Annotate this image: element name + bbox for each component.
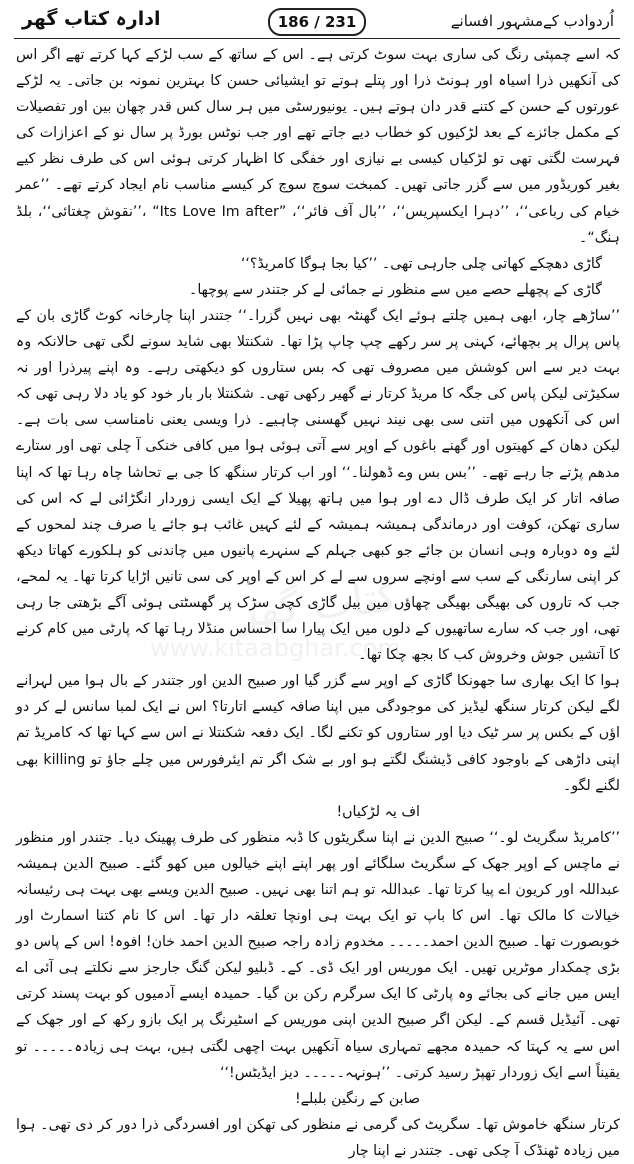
paragraph: اف یہ لڑکیاں! xyxy=(336,803,420,820)
publisher-name: ادارہ کتاب گھر xyxy=(22,8,161,30)
book-title: اُردوادب کےمشہور افسانے xyxy=(450,12,614,30)
paragraph: ’’کامریڈ سگریٹ لو۔‘‘ صبیح الدین نے اپنا سگریٹوں کا ڈبہ منظور کی طرف پھینک دیا۔ جتندر اور منظور نے ماچس کے اوپر جھک کے سگریٹ سلگائے اور پھر اپنے اپنے خیالوں میں کھو گئے۔ صبیح الدین ہمیشہ عبداللہ اور کریون اے پیا کرتا تھا۔ عبداللہ تو ہم اتنا بھی نہیں۔ صبیح الدین ویسے بھی بہت ہی رئیسانہ خیالات کا مالک تھا۔ اس کا باپ تو ایک بہت ہی اونچا تعلقہ دار تھا۔ اس کا نام کتنا اسمارٹ اور خوبصورت تھا۔ صبیح الدین احمد۔۔۔۔۔ مخدوم زادہ راجہ صبیح الدین احمد خان! افوہ! اس کے پاس دو بڑی چمکدار موٹریں تھیں۔ ایک موریس اور ایک ڈی۔ کے۔ ڈبلیو لیکن گنگ جارجز سے نکلتے ہی آئی اے ایس میں جانے کی بجائے وہ پارٹی کا ایک سرگرم رکن بن گیا۔ حمیدہ ایسے آدمیوں کو بہت پسند کرتی تھی۔ آئیڈیل قسم کے۔ لیکن اگر صبیح الدین اپنی موریس کے اسٹیرنگ پر ایک بازو رکھ کے اور جھک کے اس سے یہ کہتا کہ حمیدہ مجھے تمہاری سیاہ آنکھیں بہت اچھی لگتی ہیں، بہت ہی زیادہ۔۔۔۔۔ تو یقیناً اسے ایک زوردار تھپڑ رسید کرتی۔ ’’ہونہہ۔۔۔۔۔ دیز ایڈیٹس!‘‘ xyxy=(16,829,620,1081)
paragraph: گاڑی دھچکے کھاتی چلی جارہی تھی۔ ’’کیا بجا ہوگا کامریڈ؟‘‘ xyxy=(240,255,602,272)
page-header xyxy=(14,6,620,39)
paragraph: ہوا کا ایک بھاری سا جھونکا گاڑی کے اوپر سے گزر گیا اور صبیح الدین اور جتندر کے بال ہوا میں لہرانے لگے لیکن کرتار سنگھ لیڈیز کی موجودگی میں اپنا صافہ کیسے اتارتا؟ اس نے ایک لمبا سانس لے کر دو اؤں کے بکس پر سر ٹیک دیا اور ستاروں کو تکنے لگا۔ ایک دفعہ شکنتلا نے اس سے کہا تھا کہ کامریڈ تم اپنی داڑھی کے باوجود کافی ڈیشنگ لگتے ہو اور بے شک اگر تم ایئرفورس میں چلے جاؤ تو killing بھی لگنے لگو۔ xyxy=(16,673,620,794)
paragraph: ’’ساڑھے چار، ابھی ہمیں چلتے ہوئے ایک گھنٹہ بھی نہیں گزرا۔‘‘ جتندر اپنا چارخانہ کوٹ گاڑی بان کے پاس پرال پر بچھائے، کہنی پر سر رکھے چپ چاپ پڑا تھا۔ شکنتلا بھی شاید سونے لگی تھی حالانکہ وہ بہت دیر سے اس کوشش میں مصروف تھی کہ بس ستاروں کو دیکھتی رہے۔ وہ اپنے پیرذرا اور نہ سکیڑتی لیکن پاس کی جگہ کا مریڈ کرتار نے گھیر رکھی تھی۔ شکنتلا بار بار خود کو یاد دلا رہی تھی کہ اس کی آنکھوں میں اتنی سی بھی نیند نہیں گھسنی چاہیے۔ ذرا ویسی یعنی نامناسب سی بات ہے۔ لیکن دھان کے کھیتوں اور گھنے باغوں کے اوپر سے آتی ہوئی ہوا میں کافی خنکی آ چلی تھی اور ستارے مدھم پڑتے جا رہے تھے۔ ’’بس بس وے ڈھولنا۔‘‘ اور اب کرتار سنگھ کا جی بے تحاشا چاہ رہا تھا کہ اپنا صافہ اتار کر ایک طرف ڈال دے اور ہوا میں ہاتھ پھیلا کے ایک ایسی زوردار انگڑائی لے کہ اس کی ساری تھکن، کوفت اور درماندگی ہمیشہ ہمیشہ کے لئے کہیں غائب ہو جائے یا صرف چند لمحوں کے لئے وہ دوبارہ وہی انسان بن جائے جو کبھی جہلم کے سنہرے پانیوں میں چاندنی کو ہلکورے کھاتا دیکھ کر اپنی سارنگی کے سب سے اونچے سروں سے لے کر اس کے اوپر کی سی تانیں اڑایا کرتا تھا۔ یہ لمحے، جب کہ تاروں کی بھیگی بھیگی چھاؤں میں بیل گاڑی کچی سڑک پر گھسٹتی ہوئی آگے بڑھتی جا رہی تھی، اور جب کہ سارے ساتھیوں کے دلوں میں ایک پیارا سا احساس منڈلا رہا تھا کہ پارٹی میں کام کرنے کا آتشیں جوش وخروش کب کا بجھ چکا تھا۔ xyxy=(16,307,620,664)
page-number-badge: 186 / 231 xyxy=(268,8,366,36)
paragraph: کہ اسے چمپئی رنگ کی ساری بہت سوٹ کرتی ہے۔ اس کے ساتھ کے سب لڑکے کہا کرتے تھے اگر اس کی آنکھیں ذرا اسیاہ اور ہونٹ ذرا اور پتلے ہوتے تو ایشیائی حسن کا بہترین نمونہ بن جاتی۔ یہ لڑکے عورتوں کے حسن کے کتنے قدر دان ہوتے ہیں۔ یونیورسٹی میں ہر سال کس قدر چھان بین اور تفصیلات کے مکمل جائزے کے بعد لڑکیوں کو خطاب دیے جاتے تھے اور جب نوٹس بورڈ پر سال نو کے اعزازات کی فہرست لگتی تھی تو لڑکیاں کیسی بے نیازی اور خفگی کا اظہار کرتی ہوئی اس کی طرف نظر کیے بغیر کوریڈور میں سے گزر جاتی تھیں۔ کمبخت سوچ سوچ کر کیسے مناسب نام ایجاد کرتے تھے۔ ’’عمر خیام کی رباعی‘‘، ’’دہرا ایکسپریس‘‘، ’’بال آف فائر‘‘، ”Its Love Im after“ ،’’نقوش چغتائی‘‘، بلڈ ہنگ“۔ xyxy=(16,47,621,246)
paragraph: گاڑی کے پچھلے حصے میں سے منظور نے جمائی لے کر جتندر سے پوچھا۔ xyxy=(189,281,602,298)
page-body xyxy=(16,42,621,1159)
paragraph: صابن کے رنگین بلبلے! xyxy=(294,1090,420,1107)
watermark-url: www.kitaabghar.com xyxy=(150,634,401,662)
watermark-logo: کتاب گھر xyxy=(234,571,400,638)
paragraph: کرتار سنگھ خاموش تھا۔ سگریٹ کی گرمی نے منظور کی تھکن اور افسردگی ذرا دور کر دی تھی۔ ہوا میں زیادہ ٹھنڈک آ چکی تھی۔ جتندر نے اپنا چار xyxy=(16,1116,620,1159)
